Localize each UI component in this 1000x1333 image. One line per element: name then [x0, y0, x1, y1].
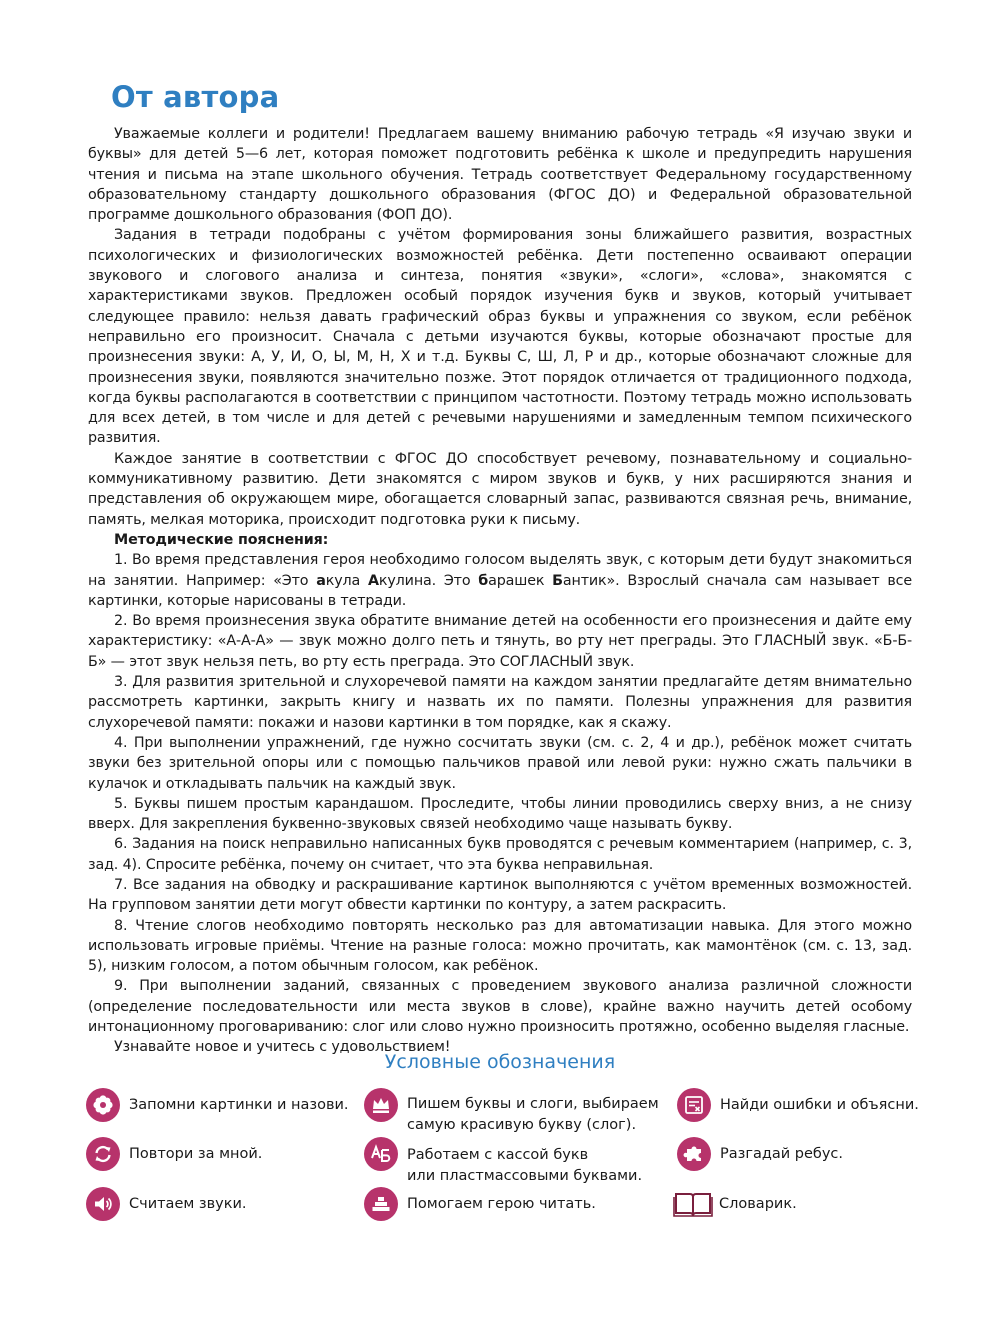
- error-list-icon: [677, 1088, 711, 1122]
- page-title: От автора: [111, 80, 280, 114]
- repeat-icon: [86, 1137, 120, 1171]
- letters-ab-icon: [364, 1137, 398, 1171]
- crown-icon: [364, 1088, 398, 1122]
- legend-label: Разгадай ребус.: [720, 1145, 844, 1162]
- legend-label: Найди ошибки и объясни.: [720, 1096, 919, 1113]
- legend-item-letters: [364, 1137, 642, 1187]
- method-item-1: 1. Во время представления героя необходимо голосом выделять звук, с которым дети будут знакомиться на занятии. Например: «Это акула Акулина. Это барашек Бантик». Взрослый сначала сам называет все картинки, которые нарисованы в тетради.: [88, 552, 912, 609]
- speaker-icon: [86, 1187, 120, 1221]
- flower-icon: [86, 1088, 120, 1122]
- method-item-9: 9. При выполнении заданий, связанных с проведением звукового анализа различной сложности (определение последовательности или места звуков в слове), крайне важно научить детей особому интонационному проговариванию: слог или слово нужно произносить протяжно, особенно выделяя гласные.: [88, 978, 912, 1036]
- puzzle-icon: [677, 1137, 711, 1171]
- legend-label: Запомни картинки и назови.: [129, 1096, 349, 1113]
- article-body: [88, 124, 912, 1058]
- method-item-3: 3. Для развития зрительной и слухоречевой памяти на каждом занятии предлагайте детям внимательно рассмотреть картинки, закрыть книгу и назвать их по памяти. Полезны упражнения для развития слухоречевой памяти: покажи и назови картинки в том порядке, как я скажу.: [88, 674, 912, 731]
- legend-label: Пишем буквы и слоги, выбираем самую красивую букву (слог).: [407, 1096, 659, 1133]
- method-item-5: 5. Буквы пишем простым карандашом. Проследите, чтобы линии проводились сверху вниз, а не снизу вверх. Для закрепления буквенно-звуковых связей необходимо чаще называть букву.: [88, 795, 912, 833]
- method-item-4: 4. При выполнении упражнений, где нужно сосчитать звуки (см. с. 2, 4 и др.), ребёнок может считать звуки без зрительной опоры или с помощью пальчиков правой или левой руки: нужно сжать пальчики в кулачок и откладывать пальчик на каждый звук.: [88, 734, 912, 792]
- legend-item-help-read: [364, 1187, 596, 1221]
- legend-item-dictionary: [673, 1189, 797, 1219]
- legend-label: Помогаем герою читать.: [407, 1195, 596, 1212]
- legend-item-write: [364, 1088, 659, 1136]
- legend-label: Повтори за мной.: [129, 1145, 263, 1162]
- legend-label: Работаем с кассой букв или пластмассовыми буквами.: [407, 1147, 643, 1184]
- legend-item-count-sounds: [86, 1187, 247, 1221]
- method-item-8: 8. Чтение слогов необходимо повторять несколько раз для автоматизации навыка. Для этого можно использовать игровые приёмы. Чтение на разные голоса: можно прочитать, как мамонтёнок (см. с. 13, зад. 5), низким голосом, а потом обычным голосом, как ребёнок.: [88, 917, 912, 975]
- legend-label: Считаем звуки.: [129, 1195, 247, 1212]
- tasks-paragraph: Задания в тетради подобраны с учётом формирования зоны ближайшего развития, возрастных психологических и физиологических возможностей ребёнка. Дети постепенно осваивают операции звукового и слогового анализа и синтеза, понятия «звуки», «слоги», «слова», знакомятся с характеристиками звуков. Предложен особый порядок изучения букв и звуков, который учитывает следующее правило: нельзя давать графический образ буквы и упражнения со звуком, если ребёнок неправильно его произносит. Сначала с детьми изучаются буквы, которые обозначают простые для произнесения звуки: А, У, И, О, Ы, М, Н, Х и т.д. Буквы С, Ш, Л, Р и др., которые обозначают сложные для произнесения звуки, появляются значительно позже. Этот порядок отличается от традиционного подхода, когда буквы располагаются в соответствии с принципом частотности. Поэтому тетрадь можно использовать для всех детей, в том числе и для детей с речевыми нарушениями и замедленным темпом психического развития.: [88, 227, 912, 447]
- method-item-7: 7. Все задания на обводку и раскрашивание картинок выполняются с учётом временных возможностей. На групповом занятии дети могут обвести картинки по контуру, а затем раскрасить.: [88, 876, 912, 914]
- legend-label: Словарик.: [719, 1195, 797, 1212]
- closing-line: Узнавайте новое и учитесь с удовольствием!: [114, 1039, 451, 1056]
- development-paragraph: Каждое занятие в соответствии с ФГОС ДО способствует речевому, познавательному и социально-коммуникативному развитию. Дети знакомятся с миром звуков и букв, у них расширяются знания и представления об окружающем мире, обогащается словарный запас, развиваются связная речь, внимание, память, мелкая моторика, происходит подготовка руки к письму.: [88, 450, 912, 528]
- legend-item-repeat: [86, 1137, 262, 1171]
- method-item-6: 6. Задания на поиск неправильно написанных букв проводятся с речевым комментарием (например, с. 3, зад. 4). Спросите ребёнка, почему он считает, что эта буква неправильная.: [88, 836, 912, 873]
- pyramid-icon: [364, 1187, 398, 1221]
- legend-title: Условные обозначения: [384, 1051, 616, 1073]
- methods-heading: Методические пояснения:: [114, 531, 329, 548]
- legend-item-find-errors: [677, 1088, 919, 1122]
- book-icon: [673, 1189, 713, 1219]
- legend-item-remember: [86, 1088, 349, 1122]
- method-item-2: 2. Во время произнесения звука обратите внимание детей на особенности его произнесения и дайте ему характеристику: «А-А-А» — звук можно долго петь и тянуть, во рту нет преграды. Это ГЛАСНЫЙ звук. «Б-Б-Б» — этот звук нельзя петь, во рту есть преграда. Это СОГЛАСНЫЙ звук.: [88, 613, 912, 670]
- intro-paragraph: Уважаемые коллеги и родители! Предлагаем вашему вниманию рабочую тетрадь «Я изучаю звуки и буквы» для детей 5—6 лет, которая поможет подготовить ребёнка к школе и предупредить нарушения чтения и письма на этапе школьного обучения. Тетрадь соответствует Федеральному государственному образовательному стандарту дошкольного образования (ФГОС ДО) и Федеральной образовательной программе дошкольного образования (ФОП ДО).: [88, 126, 912, 224]
- legend-item-rebus: [677, 1137, 843, 1171]
